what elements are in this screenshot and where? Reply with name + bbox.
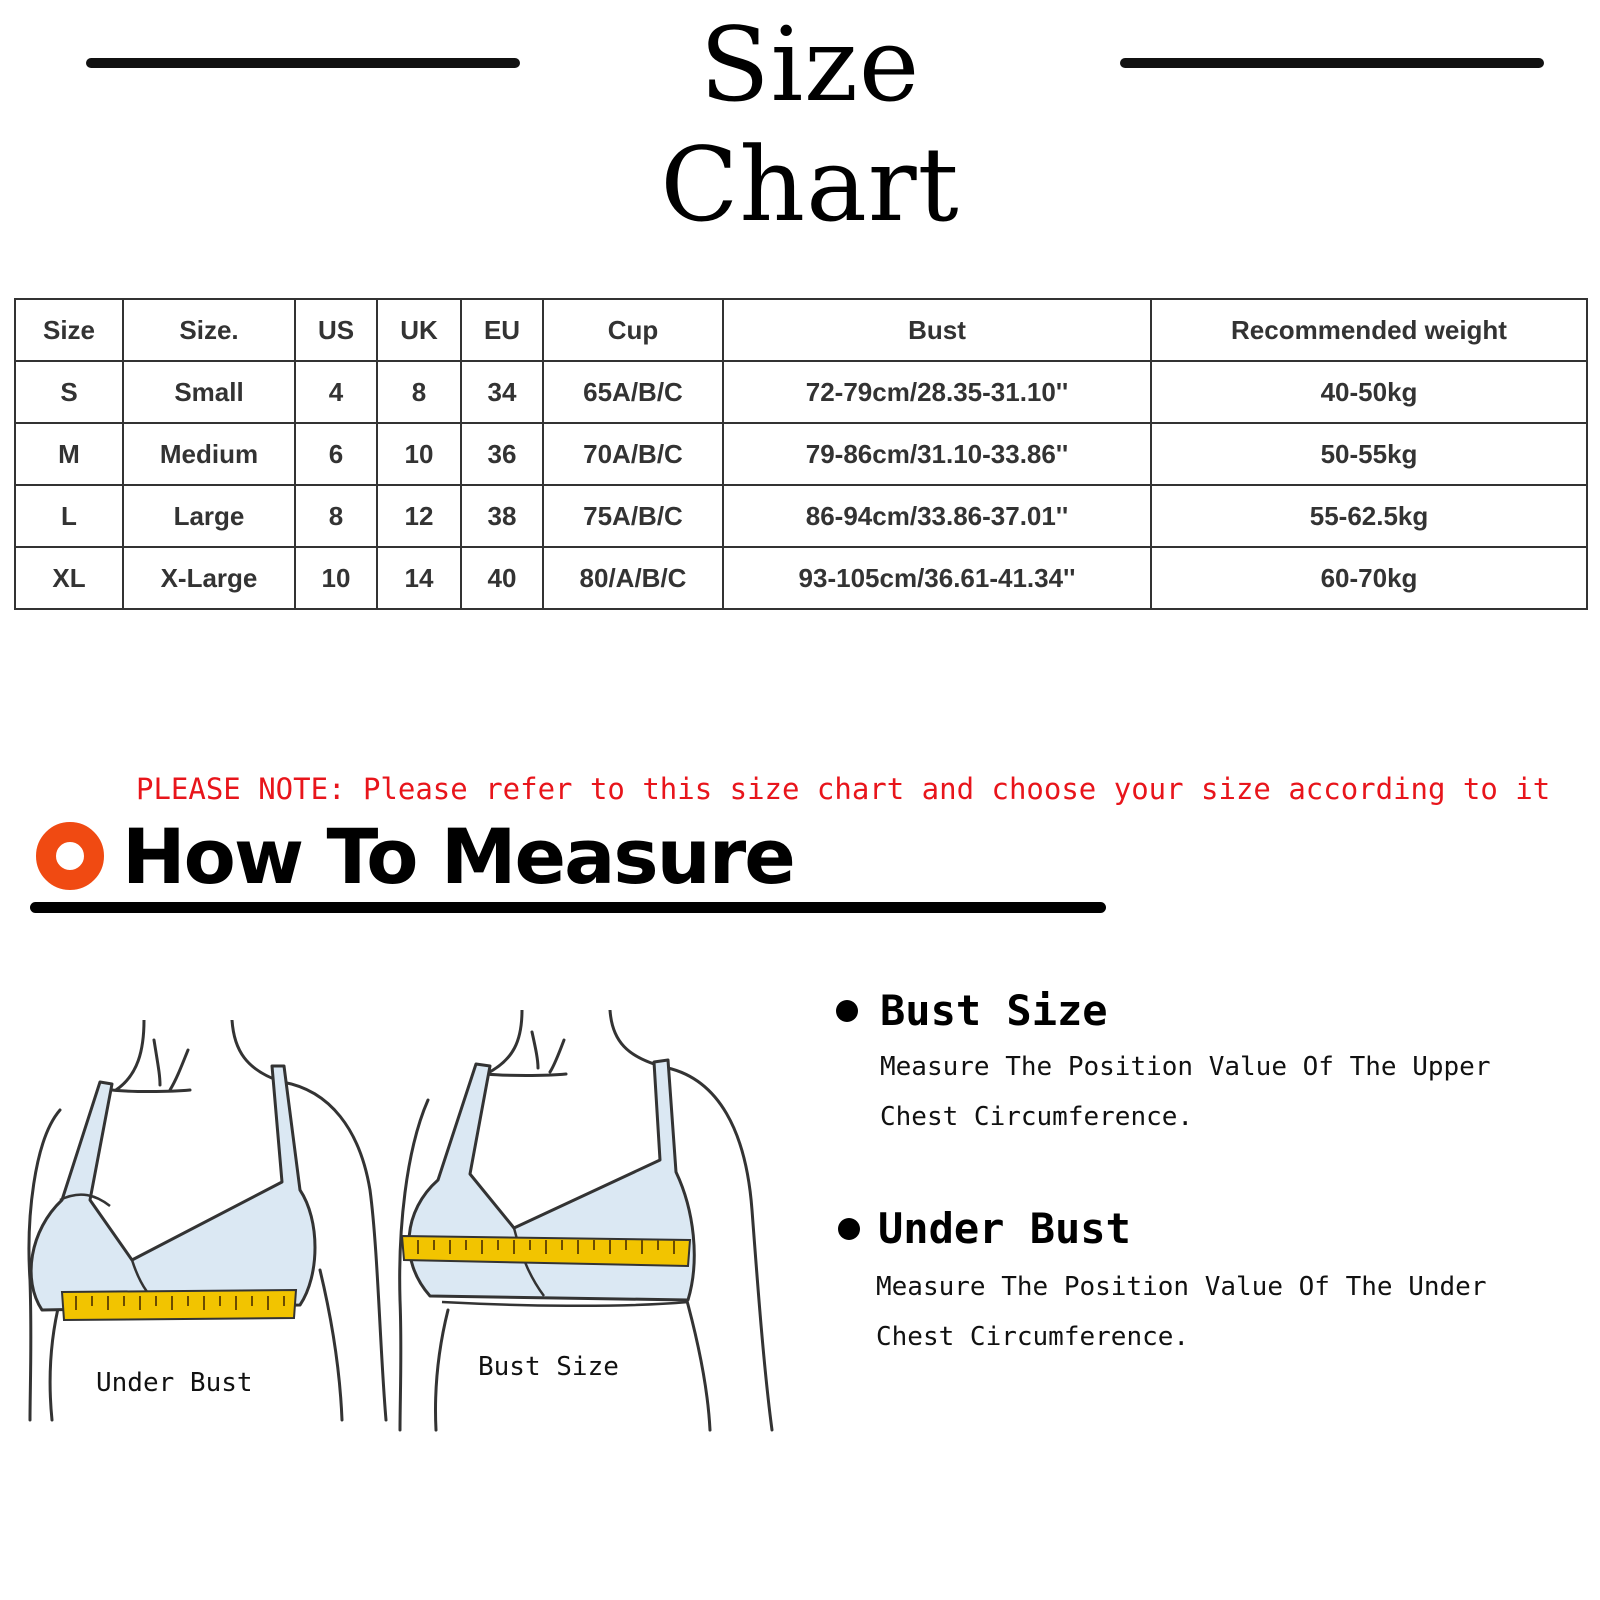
cell-cup: 65A/B/C — [543, 361, 723, 423]
under-bust-description-line: Chest Circumference. — [876, 1322, 1190, 1352]
under-bust-description-line: Measure The Position Value Of The Under — [876, 1272, 1487, 1302]
cell-size-name: Large — [123, 485, 295, 547]
cell-weight: 60-70kg — [1151, 547, 1587, 609]
cell-size-name: X-Large — [123, 547, 295, 609]
bust-size-label: Bust Size — [478, 1352, 619, 1382]
cell-eu: 36 — [461, 423, 543, 485]
cell-weight: 50-55kg — [1151, 423, 1587, 485]
table-header-row — [15, 299, 1587, 361]
header-eu: EU — [461, 299, 543, 361]
table-row — [15, 485, 1587, 547]
bust-size-description-line: Chest Circumference. — [880, 1102, 1194, 1132]
cell-size: XL — [15, 547, 123, 609]
cell-size-name: Small — [123, 361, 295, 423]
cell-weight: 40-50kg — [1151, 361, 1587, 423]
how-to-measure-title: How To Measure — [122, 812, 794, 901]
bullet-icon — [836, 1000, 858, 1022]
cell-cup: 80/A/B/C — [543, 547, 723, 609]
cell-size: M — [15, 423, 123, 485]
header-cup: Cup — [543, 299, 723, 361]
cell-weight: 55-62.5kg — [1151, 485, 1587, 547]
page-title: Size Chart — [660, 6, 960, 245]
title-banner — [0, 0, 1600, 245]
cell-bust: 72-79cm/28.35-31.10'' — [723, 361, 1151, 423]
cell-uk: 8 — [377, 361, 461, 423]
under-bust-label: Under Bust — [96, 1368, 253, 1398]
cell-bust: 93-105cm/36.61-41.34'' — [723, 547, 1151, 609]
header-us: US — [295, 299, 377, 361]
cell-us: 6 — [295, 423, 377, 485]
size-note: PLEASE NOTE: Please refer to this size chart and choose your size according to it — [136, 772, 1551, 806]
header-uk: UK — [377, 299, 461, 361]
header-size-name: Size. — [123, 299, 295, 361]
header-weight: Recommended weight — [1151, 299, 1587, 361]
size-table — [14, 298, 1588, 610]
bust-size-description — [880, 1042, 1520, 1142]
table-row — [15, 423, 1587, 485]
cell-eu: 34 — [461, 361, 543, 423]
cell-cup: 70A/B/C — [543, 423, 723, 485]
under-bust-heading: Under Bust — [878, 1204, 1131, 1253]
header-size: Size — [15, 299, 123, 361]
cell-us: 8 — [295, 485, 377, 547]
cell-bust: 86-94cm/33.86-37.01'' — [723, 485, 1151, 547]
bust-size-heading: Bust Size — [880, 986, 1108, 1035]
ring-icon — [36, 822, 104, 890]
cell-size-name: Medium — [123, 423, 295, 485]
cell-uk: 14 — [377, 547, 461, 609]
under-bust-description — [876, 1262, 1516, 1362]
cell-us: 10 — [295, 547, 377, 609]
table-row — [15, 547, 1587, 609]
cell-size: L — [15, 485, 123, 547]
how-to-measure-rule — [30, 902, 1106, 913]
bust-size-description-line: Measure The Position Value Of The Upper — [880, 1052, 1491, 1082]
cell-uk: 10 — [377, 423, 461, 485]
cell-bust: 79-86cm/31.10-33.86'' — [723, 423, 1151, 485]
bullet-icon — [838, 1218, 860, 1240]
cell-us: 4 — [295, 361, 377, 423]
table-row — [15, 361, 1587, 423]
cell-eu: 40 — [461, 547, 543, 609]
title-rule-right — [1120, 58, 1544, 68]
cell-eu: 38 — [461, 485, 543, 547]
cell-size: S — [15, 361, 123, 423]
title-rule-left — [86, 58, 520, 68]
cell-cup: 75A/B/C — [543, 485, 723, 547]
cell-uk: 12 — [377, 485, 461, 547]
header-bust: Bust — [723, 299, 1151, 361]
